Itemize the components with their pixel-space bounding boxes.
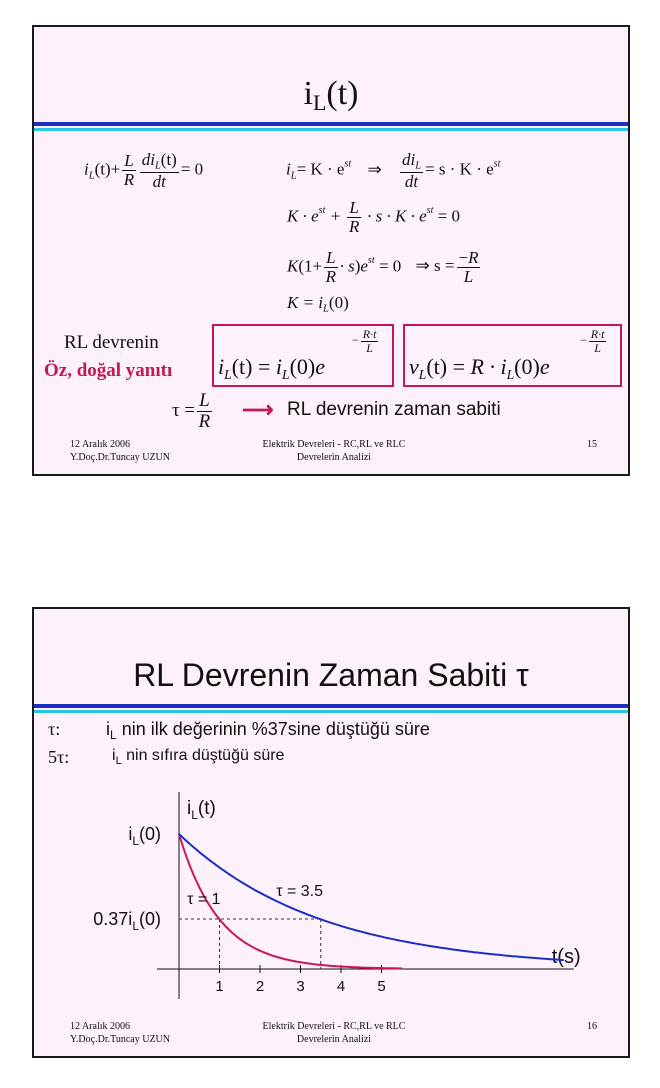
footer-course-title: Elektrik Devreleri - RC,RL ve RLC Devrelerin Analizi [262, 1021, 406, 1045]
eq5-text: K = i [287, 293, 324, 312]
il-natural-response-box: $i_L(t) = i_L(0)e$ − $\frac{R\cdot t}{L}$ [212, 324, 394, 387]
characteristic-equation: K(1+ $\frac{L}{R}$ · $s)e^{st} = 0$ ⇒ s = $\frac{-R}{L}$ [287, 248, 479, 286]
slide-15 [32, 25, 630, 476]
def-tau-symbol: i [106, 719, 110, 739]
tau-caption: RL devrenin zaman sabiti [287, 399, 501, 420]
slide-16 [32, 607, 630, 1058]
def-5tau-subscript: L [115, 755, 122, 767]
x-tick-label: 2 [255, 978, 265, 995]
x-tick-label: 4 [336, 978, 346, 995]
differential-equation: $i_L(t)+$ $\frac{L}{R}$ $\frac{di_L(t)}{dt}$ = 0 [84, 150, 204, 191]
page-number: 16 [587, 1021, 597, 1032]
title-rule-cyan [34, 128, 628, 131]
assumed-solution: $i_L= K \cdot e^{st}$ ⇒ $\frac{di_L}{dt}$ = $s \cdot K \cdot e^{st}$ [286, 150, 501, 191]
def-tau-description: nin ilk değerinin %37sine düştüğü süre [116, 719, 430, 739]
def-5tau-label: 5τ: [48, 747, 70, 767]
footer-course-title: Elektrik Devreleri - RC,RL ve RLC Devrelerin Analizi [262, 439, 406, 463]
initial-condition: $K = i_L(0)$ [287, 293, 349, 315]
def-tau-subscript: L [110, 728, 117, 742]
eq-derivative: = s · K · e [425, 159, 494, 179]
footer-author-date: 12 Aralık 2006 Y.Doç.Dr.Tuncay UZUN [70, 439, 170, 463]
tau-equals: τ = [172, 399, 196, 421]
eq4-result: ⇒ s = [415, 256, 455, 276]
title-argument: (t) [326, 75, 359, 112]
footer-author-date: 12 Aralık 2006 Y.Doç.Dr.Tuncay UZUN [70, 1021, 170, 1045]
eq-equals-zero: = 0 [180, 159, 204, 179]
eq-exponential: = K · e [296, 159, 345, 179]
series-label-2: τ = 3.5 [276, 883, 323, 901]
tau-definition: τ = $\frac{L}{R}$ [172, 390, 211, 432]
substitution-equation: $K \cdot e^{st}$ + $\frac{L}{R}$ · $s \cdot K \cdot e^{st} = 0$ [287, 198, 461, 236]
eq-exponent: st [344, 158, 352, 170]
title-rule-blue [34, 122, 628, 126]
eq3-zero: = 0 [437, 206, 461, 226]
def-5tau-symbol: i [112, 747, 116, 764]
title-subscript: L [312, 90, 327, 115]
label-rl-circuit: RL devrenin [64, 332, 159, 353]
label-natural-response: Öz, doğal yanıtı [44, 360, 173, 381]
series-label-1: τ = 1 [187, 891, 221, 909]
title-symbol: i [303, 75, 313, 112]
arrow-icon: ⟶ [242, 397, 274, 422]
x-axis-title: t(s) [551, 946, 581, 968]
eq5-tail: (0) [328, 293, 349, 312]
slide-title: RL Devrenin Zaman Sabiti τ [133, 657, 529, 693]
eq4-zero: = 0 [378, 256, 402, 276]
slide-title [34, 75, 628, 116]
series-curve-2 [179, 834, 564, 960]
def-tau-label: τ: [48, 719, 61, 739]
x-tick-label: 1 [215, 978, 224, 995]
def-tau-text [106, 719, 430, 742]
vl-natural-response-box: $v_L(t) = R \cdot i_L(0)e$ − $\frac{R\cdot t}{L}$ [403, 324, 622, 387]
title-rule-cyan [34, 710, 628, 713]
x-tick-label: 3 [296, 978, 305, 995]
y-label-initial: $i_L(0)$ [128, 824, 161, 848]
def-5tau-text [112, 747, 284, 767]
implies-symbol: ⇒ [367, 159, 382, 179]
def-5tau-description: nin sıfıra düştüğü süre [121, 747, 285, 764]
decay-chart [34, 779, 628, 1039]
y-axis-title: $i_L(t)$ [187, 798, 216, 822]
y-label-037: $0.37i_L(0)$ [93, 909, 161, 934]
page-number: 15 [587, 439, 597, 450]
x-tick-label: 5 [377, 978, 386, 995]
title-rule-blue [34, 704, 628, 708]
